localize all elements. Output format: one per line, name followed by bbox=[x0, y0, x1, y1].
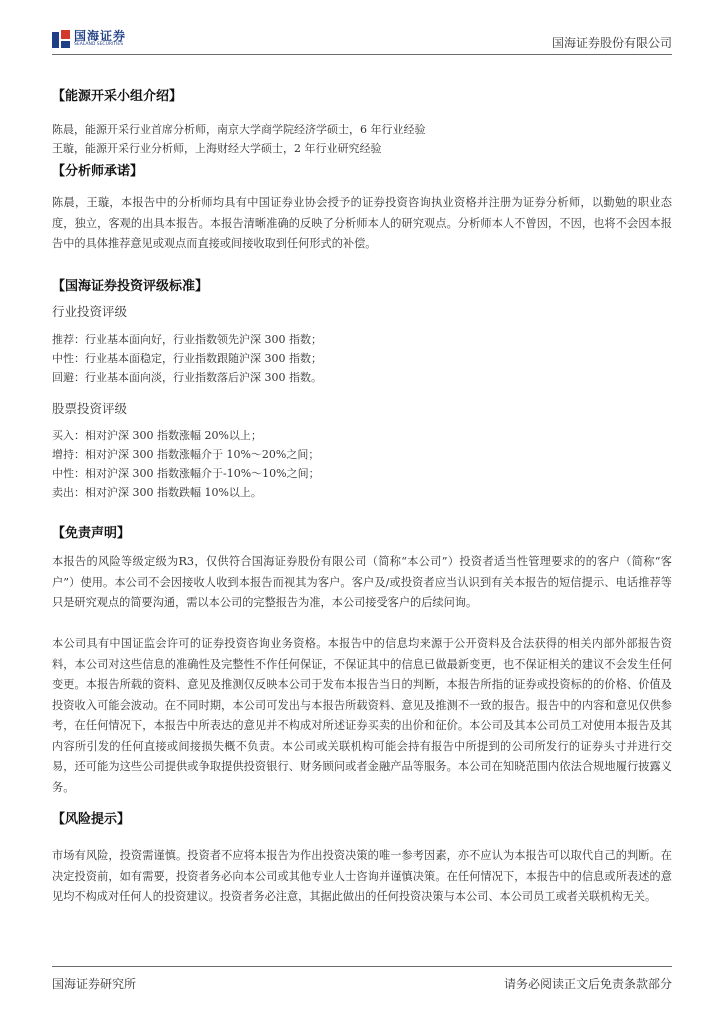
stock-rating-add: 增持：相对沪深 300 指数涨幅介于 10%～20%之间； bbox=[52, 448, 320, 461]
stock-rating-sell: 卖出：相对沪深 300 指数跌幅 10%以上。 bbox=[52, 486, 262, 499]
page-header bbox=[52, 28, 672, 55]
rating-section-title: 【国海证券投资评级标准】 bbox=[52, 279, 209, 294]
industry-rating-avoid: 回避：行业基本面向淡，行业指数落后沪深 300 指数。 bbox=[52, 371, 322, 384]
commitment-section-title: 【分析师承诺】 bbox=[52, 164, 144, 179]
team-member-1: 陈晨，能源开采行业首席分析师，南京大学商学院经济学硕士，6 年行业经验 bbox=[52, 123, 426, 136]
risk-text: 市场有风险，投资需谨慎。投资者不应将本报告为作出投资决策的唯一参考因素，亦不应认为本报告可以取代自己的判断。在决定投资前，如有需要，投资者务必向本公司或其他专业人士咨询并谨慎决策。在任何情况下，本报告中的信息或所表述的意见均不构成对任何人的投资建议。投资者务必注意，其据此做出的任何投资决策与本公司、本公司员工或者关联机构无关。 bbox=[52, 849, 672, 903]
stock-rating-neutral: 中性：相对沪深 300 指数涨幅介于-10%～10%之间； bbox=[52, 467, 320, 480]
footer-institute: 国海证券研究所 bbox=[52, 977, 137, 991]
industry-rating-title: 行业投资评级 bbox=[52, 304, 128, 319]
page-footer bbox=[52, 966, 672, 991]
industry-rating-neutral: 中性：行业基本面稳定，行业指数跟随沪深 300 指数； bbox=[52, 352, 322, 365]
logo-mark-icon bbox=[52, 30, 70, 48]
commitment-text: 陈晨，王璇，本报告中的分析师均具有中国证券业协会授予的证券投资咨询执业资格并注册为证券分析师，以勤勉的职业态度，独立，客观的出具本报告。本报告清晰准确的反映了分析师本人的研究观点。分析师本人不曾因，不因，也将不会因本报告中的具体推荐意见或观点而直接或间接收取到任何形式的补偿。 bbox=[52, 196, 672, 250]
risk-section-title: 【风险提示】 bbox=[52, 812, 131, 827]
logo-text-en: SEALAND SECURITIES bbox=[74, 42, 124, 48]
industry-rating-recommend: 推荐：行业基本面向好，行业指数领先沪深 300 指数； bbox=[52, 333, 322, 346]
disclaimer-paragraph-2: 本公司具有中国证监会许可的证券投资咨询业务资格。本报告中的信息均来源于公开资料及合法获得的相关内部外部报告资料，本公司对这些信息的准确性及完整性不作任何保证，不保证其中的信息已做最新变更，也不保证相关的建议不会发生任何变更。本报告所载的资料、意见及推测仅反映本公司于发布本报告当日的判断，本报告所指的证券或投资标的的价格、价值及投资收入可能会波动。在不同时期，本公司可发出与本报告所载资料、意见及推测不一致的报告。报告中的内容和意见仅供参考，在任何情况下，本报告中所表达的意见并不构成对所述证券买卖的出价和征价。本公司及其本公司员工对使用本报告及其内容所引发的任何直接或间接损失概不负责。本公司或关联机构可能会持有报告中所提到的公司所发行的证券头寸并进行交易，还可能为这些公司提供或争取提供投资银行、财务顾问或者金融产品等服务。本公司在知晓范围内依法合规地履行披露义务。 bbox=[52, 637, 672, 794]
logo-text-cn: 国海证券 bbox=[74, 29, 127, 44]
stock-rating-title: 股票投资评级 bbox=[52, 401, 128, 416]
disclaimer-paragraph-1: 本报告的风险等级定级为R3，仅供符合国海证券股份有限公司（简称“本公司”）投资者适当性管理要求的的客户（简称“客户”）使用。本公司不会因接收人收到本报告而视其为客户。客户及/或投资者应当认识到有关本报告的短信提示、电话推荐等只是研究观点的简要沟通，需以本公司的完整报告为准，本公司接受客户的后续问询。 bbox=[52, 555, 672, 609]
company-logo bbox=[52, 30, 126, 48]
stock-rating-buy: 买入：相对沪深 300 指数涨幅 20%以上； bbox=[52, 429, 262, 442]
footer-notice: 请务必阅读正文后免责条款部分 bbox=[503, 977, 672, 991]
team-section-title: 【能源开采小组介绍】 bbox=[52, 89, 183, 104]
header-company-name: 国海证券股份有限公司 bbox=[551, 36, 672, 50]
disclaimer-section-title: 【免责声明】 bbox=[52, 526, 131, 541]
team-member-2: 王璇，能源开采行业分析师，上海财经大学硕士，2 年行业研究经验 bbox=[52, 142, 382, 155]
